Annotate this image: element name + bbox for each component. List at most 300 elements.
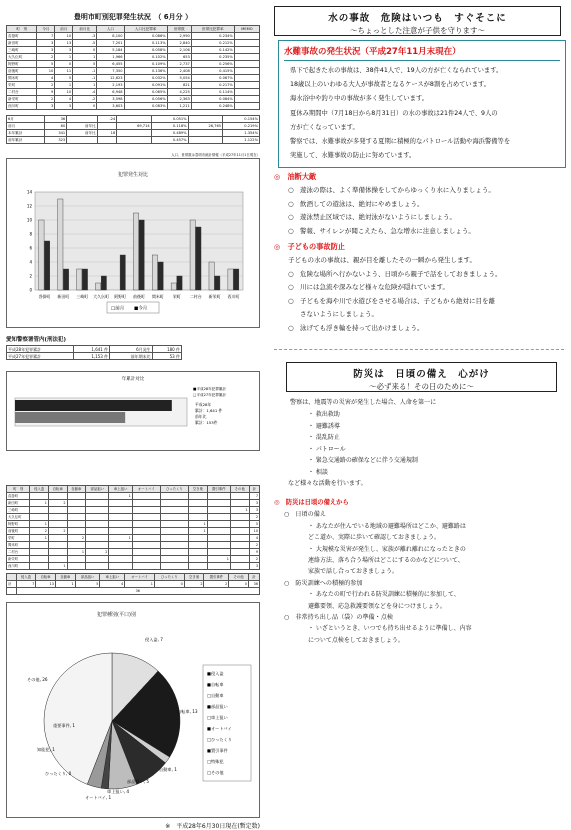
legend-entry: ■オートバイ <box>207 726 232 731</box>
table-cell: 0.083% <box>124 103 167 110</box>
table-cell <box>230 549 249 556</box>
legend-entry: □平成27年犯罪累計 <box>193 393 227 397</box>
table-cell <box>97 137 117 144</box>
bar-current <box>215 276 220 290</box>
section-preparation: ◎ 防災は日頃の備えから <box>274 499 349 507</box>
table-cell <box>117 130 151 137</box>
table-cell: 0.154% <box>223 116 260 123</box>
table-cell: 6月 <box>7 116 45 123</box>
circle-bullet: ○ <box>288 296 294 305</box>
table-cell: 前月 <box>7 123 45 130</box>
y-tick-label: 4 <box>29 259 32 265</box>
list-item: ・ 緊急交通路の確保などに伴う交通規制 <box>308 457 418 465</box>
table-row <box>7 521 260 528</box>
y-tick-label: 6 <box>29 245 32 251</box>
table-cell: 0.415% <box>191 68 234 75</box>
table-cell: 新田町 <box>7 500 30 507</box>
table-cell <box>132 549 160 556</box>
table-cell <box>189 500 208 507</box>
table-row <box>7 75 260 82</box>
table-row <box>7 61 260 68</box>
table-cell <box>207 514 230 521</box>
crime-table <box>6 25 260 110</box>
pie-callout: 重要事件, 1 <box>53 723 76 728</box>
table-cell: 0 <box>154 581 184 588</box>
table-cell: 2 <box>37 82 55 89</box>
y-tick-label: 8 <box>29 231 32 237</box>
table-cell: 53 件 <box>152 353 181 360</box>
column-header: 車上狙い <box>100 574 125 581</box>
table-cell: 1.354% <box>223 130 260 137</box>
table-cell: 13 <box>36 581 56 588</box>
table-row <box>7 574 260 581</box>
circle-bullet: ○ <box>288 186 294 195</box>
table-cell <box>189 507 208 514</box>
table-cell: 間米町 <box>7 75 37 82</box>
table-cell: -1 <box>73 68 97 75</box>
table-cell <box>30 542 49 549</box>
table-cell <box>30 563 49 570</box>
table-cell: 3 <box>249 563 259 570</box>
bar-prev <box>96 283 101 290</box>
column-header: 自転車 <box>36 574 56 581</box>
y-tick-label: 2 <box>29 273 32 279</box>
table-cell <box>160 556 188 563</box>
status-line: 夏休み期間中（7月18日から8月31日）の水の事故は21件24人で、9人の <box>290 109 498 117</box>
list-item: ○ 警報、サイレンが聞こえたら、急な増水に注意しましょう。 <box>264 225 567 239</box>
x-tick-label: 前後町 <box>133 294 145 299</box>
table-cell: -24 <box>97 116 117 123</box>
column-header: 今月 <box>37 26 55 33</box>
status-line: 方が亡くなっています。 <box>290 123 359 131</box>
legend-entry: ■今月 <box>134 306 148 312</box>
disaster-subtitle: ～必ず来る！その日のために～ <box>369 382 474 392</box>
table-cell <box>189 563 208 570</box>
table-cell <box>230 500 249 507</box>
table-cell: 1 <box>48 563 67 570</box>
table-cell: 3 <box>55 103 73 110</box>
table-cell: 0.091% <box>124 82 167 89</box>
pie-callout: ひったくり, 0 <box>45 771 72 776</box>
table-cell <box>67 556 86 563</box>
table-cell: 平成27年犯罪累計 <box>7 353 74 360</box>
table-cell <box>160 549 188 556</box>
table-cell: 0.051% <box>151 116 188 123</box>
table-cell: 11 <box>55 68 73 75</box>
water-banner <box>274 6 561 36</box>
table-cell <box>30 514 49 521</box>
table-cell: 10 <box>37 68 55 75</box>
table-cell: 阿野町 <box>7 61 37 68</box>
table-cell: 0 <box>73 47 97 54</box>
table-cell <box>132 556 160 563</box>
list-item: ○ 遊泳の際は、よく準備体操をしてからゆっくり水に入りましょう。 <box>264 184 567 198</box>
crime-type-pie-chart <box>7 603 259 817</box>
table-cell: 新栄町 <box>7 556 30 563</box>
table-cell: 4 <box>249 535 259 542</box>
table-cell: 0.113% <box>124 40 167 47</box>
table-cell <box>109 556 132 563</box>
prep-line: ・ あなたが住んでいる地域の避難場所はどこか、避難路は <box>308 522 466 530</box>
table-cell: 新栄町 <box>7 96 37 103</box>
legend-entry: □車上狙い <box>207 715 228 720</box>
table-cell <box>230 535 249 542</box>
table-cell: 1.122% <box>223 137 260 144</box>
table-cell <box>109 528 132 535</box>
column-header: 町 別 <box>7 26 37 33</box>
legend-entry: ■部品狙い <box>207 704 228 709</box>
table-row <box>7 556 260 563</box>
table-cell: 新田町 <box>7 40 37 47</box>
table-cell <box>189 556 208 563</box>
legend-entry: ■自転車 <box>207 682 224 687</box>
prep-line: 家族で話し合っておきましょう。 <box>308 568 399 576</box>
table-cell <box>189 514 208 521</box>
type-totals-table <box>6 573 260 595</box>
table-row <box>7 507 260 514</box>
table-row <box>7 47 260 54</box>
status-line: 実施して、水難事故の防止に努めています。 <box>290 152 416 160</box>
column-header: 計 <box>249 486 259 493</box>
table-cell <box>234 47 259 54</box>
y-tick-label: 14 <box>26 189 32 195</box>
table-cell <box>207 563 230 570</box>
table-cell: 西川町 <box>7 103 37 110</box>
x-tick-label: 二村台 <box>189 294 202 299</box>
disaster-intro: 警察は、地震等の災害が発生した場合、人命を第一に <box>290 399 437 407</box>
disaster-closing: など様々な活動を行います。 <box>288 480 367 488</box>
table-cell <box>30 549 49 556</box>
table-cell: 0.217% <box>191 82 234 89</box>
table-cell: 10 <box>55 33 73 40</box>
column-header: 侵入盗 <box>30 486 49 493</box>
pie-chart-title: 犯罪種別(平口)別 <box>97 612 136 618</box>
table-cell: 0 <box>55 61 73 68</box>
column-header: その他 <box>230 486 249 493</box>
table-cell: 1 <box>55 82 73 89</box>
bar-prev <box>39 220 44 290</box>
table-cell: 0.235% <box>191 54 234 61</box>
table-cell: 栄町 <box>7 82 37 89</box>
table-cell <box>230 528 249 535</box>
table-row <box>7 549 260 556</box>
table-cell <box>67 542 86 549</box>
legend-entry: □前月 <box>111 306 125 312</box>
table-cell <box>109 514 132 521</box>
table-cell <box>189 535 208 542</box>
table-cell <box>48 514 67 521</box>
table-cell: 4 <box>37 75 55 82</box>
list-item: ○ 川には急流や深みなど様々な危険が隠れています。 <box>264 281 567 295</box>
table-cell <box>230 542 249 549</box>
table-cell <box>230 563 249 570</box>
table-cell <box>48 549 67 556</box>
table-cell: 2 <box>184 581 204 588</box>
bar-current <box>82 269 87 290</box>
table-cell: 6,948 <box>97 89 124 96</box>
column-header: 自転車 <box>48 486 67 493</box>
table-cell: 沓掛町 <box>7 493 30 500</box>
table-cell: -1 <box>73 75 97 82</box>
table-cell: 2 <box>249 556 259 563</box>
table-cell: 0.142% <box>191 47 234 54</box>
table-cell <box>132 521 160 528</box>
grand-total: 36 <box>16 588 259 595</box>
crime-statistics-column <box>6 6 260 830</box>
table-cell <box>234 68 259 75</box>
type-table <box>6 485 260 570</box>
pie-chart-frame <box>6 602 260 818</box>
pie-callout: オートバイ, 1 <box>85 795 112 800</box>
table-cell: 4 <box>100 581 125 588</box>
column-header: 空き巣 <box>189 486 208 493</box>
table-cell <box>207 549 230 556</box>
table-cell: 大久伝町 <box>7 514 30 521</box>
table-cell: -2 <box>73 96 97 103</box>
table-cell: 本年累計 <box>7 130 45 137</box>
table-cell: 1,153 件 <box>73 353 109 360</box>
disaster-title: 防災は 日頃の備え 心がけ <box>353 369 490 381</box>
table-cell: 12,623 <box>97 75 124 82</box>
column-header: 人口 <box>97 26 124 33</box>
annual-side-label: 平成28年 <box>195 402 212 407</box>
table-cell: 2,840 <box>167 40 191 47</box>
x-tick-label: 間米町 <box>151 294 164 299</box>
bar-prev <box>58 199 63 290</box>
section-child-safety: ◎ 子どもの事故防止 <box>274 242 345 252</box>
bar-current <box>196 227 201 290</box>
table-cell: 1 <box>55 54 73 61</box>
table-row <box>7 137 260 144</box>
table-cell: 0.086% <box>124 33 167 40</box>
table-cell: 0.067% <box>191 75 234 82</box>
table-cell: 栄町 <box>7 535 30 542</box>
table-cell: 0.489% <box>151 130 188 137</box>
table-cell <box>86 563 109 570</box>
table-cell: 2,193 <box>97 82 124 89</box>
table-cell: 2 <box>37 54 55 61</box>
annual-chart-frame <box>6 371 260 451</box>
table-cell <box>160 535 188 542</box>
table-cell <box>234 33 259 40</box>
table-cell: -3 <box>73 33 97 40</box>
table-row <box>7 82 260 89</box>
table-cell: 821 <box>167 82 191 89</box>
table-cell: 1 <box>230 507 249 514</box>
table-cell: 前後町 <box>7 68 37 75</box>
table-cell: 0.457% <box>151 137 188 144</box>
table-cell: 653 <box>167 54 191 61</box>
bar-previous-year <box>15 412 125 423</box>
table-cell: 9 <box>37 89 55 96</box>
table-cell <box>48 535 67 542</box>
table-row <box>7 54 260 61</box>
column-header: その他 <box>229 574 249 581</box>
table-cell <box>234 75 259 82</box>
pie-footnote: ※ 平成28年6月30日現在(暫定数) <box>165 823 260 830</box>
table-cell: 1 <box>73 82 97 89</box>
table-cell: 1,641 件 <box>73 346 109 353</box>
table-cell <box>230 521 249 528</box>
table-cell <box>160 521 188 528</box>
table-row <box>7 581 260 588</box>
column-header: 世帯比犯罪率 <box>191 26 234 33</box>
table-cell <box>86 493 109 500</box>
y-tick-label: 10 <box>26 217 32 223</box>
table-cell: 1 <box>30 535 49 542</box>
table-cell: 323 <box>45 137 67 144</box>
table-cell: 0.056% <box>124 96 167 103</box>
column-header: 計 <box>248 574 259 581</box>
table-cell: 180 件 <box>152 346 181 353</box>
table-cell <box>207 528 230 535</box>
table-cell <box>207 493 230 500</box>
crime-table-title: 豊明市町別犯罪発生状況 （ 6月分 ） <box>73 13 193 21</box>
table-row <box>7 514 260 521</box>
status-line: 18歳以上のいわゆる大人が事故者となるケースが8割を占めています。 <box>290 81 491 89</box>
table-cell <box>160 500 188 507</box>
table-cell <box>67 500 86 507</box>
pie-callout: 車上狙い, 4 <box>107 789 130 794</box>
column-header: 侵入盗 <box>16 574 36 581</box>
table-cell: 2 <box>249 542 259 549</box>
table-cell: 2 <box>30 528 49 535</box>
table-cell: -5 <box>73 40 97 47</box>
annual-side-label: 累計：1,641 件 <box>195 408 223 413</box>
table-cell <box>86 500 109 507</box>
pie-callout: 部品狙い, 5 <box>127 779 150 784</box>
table-cell <box>234 40 259 47</box>
table-cell: 2 <box>67 535 86 542</box>
legend-entry: □特殊犯 <box>207 759 224 764</box>
table-cell: 三崎町 <box>7 507 30 514</box>
table-row <box>7 542 260 549</box>
table-cell <box>67 521 86 528</box>
list-item: ・ 相談 <box>308 468 328 476</box>
table-row <box>7 123 260 130</box>
table-cell: 二村台 <box>7 549 30 556</box>
table-cell: 0.212% <box>191 40 234 47</box>
table-cell: 0.219% <box>223 123 260 130</box>
y-tick-label: 12 <box>26 203 32 209</box>
table-cell: 1 <box>109 493 132 500</box>
table-cell <box>86 507 109 514</box>
table-cell <box>234 54 259 61</box>
table-cell: 0.084% <box>191 96 234 103</box>
legend-entry: ■侵入盗 <box>207 671 224 676</box>
table-cell: 二村台 <box>7 89 37 96</box>
table-cell <box>86 528 109 535</box>
table-cell: 5,054 <box>167 75 191 82</box>
table-cell: 18 <box>97 130 117 137</box>
table-cell: 0.102% <box>124 54 167 61</box>
table-cell <box>160 542 188 549</box>
table-cell <box>48 556 67 563</box>
legend-entry: □その他 <box>207 770 224 775</box>
x-tick-label: 大久伝町 <box>93 294 110 299</box>
table-cell <box>160 528 188 535</box>
table-cell: 0.032% <box>124 75 167 82</box>
table-cell: 三崎町 <box>7 47 37 54</box>
table-cell <box>188 137 222 144</box>
list-item: ○ 飲酒しての遊泳は、絶対にやめましょう。 <box>264 198 567 212</box>
table-cell: 2,363 <box>167 96 191 103</box>
table-cell: 1 <box>67 549 86 556</box>
table-cell: 計 <box>7 581 17 588</box>
prep-line: ・ いざというとき、いつでも持ち出せるように準備し、内容 <box>308 625 472 633</box>
prep-heading: ○ 防災訓練への積極的参加 <box>284 579 363 587</box>
table-cell: 3 <box>55 47 73 54</box>
table-cell: 5,184 <box>97 47 124 54</box>
table-cell <box>109 563 132 570</box>
bar-current <box>63 269 68 290</box>
table-cell <box>132 507 160 514</box>
section-caution: ◎ 油断大敵 <box>274 172 317 182</box>
table-cell <box>230 556 249 563</box>
x-tick-label: 沓掛町 <box>38 294 51 299</box>
table-cell <box>132 514 160 521</box>
table-cell: 2,990 <box>167 33 191 40</box>
table-cell <box>234 61 259 68</box>
table-cell: 36 <box>248 581 259 588</box>
table-cell <box>207 521 230 528</box>
table-cell: 5 <box>55 75 73 82</box>
x-tick-label: 三崎町 <box>76 294 89 299</box>
table-cell <box>67 514 86 521</box>
table-cell <box>67 137 97 144</box>
table-row <box>7 103 260 110</box>
table-cell <box>109 549 132 556</box>
column-header <box>7 574 17 581</box>
table-cell: 2 <box>249 514 259 521</box>
table-cell <box>86 556 109 563</box>
table-row <box>7 493 260 500</box>
table-cell <box>86 535 109 542</box>
table-cell: 36 <box>45 116 67 123</box>
table-cell: 1 <box>207 556 230 563</box>
column-header: オートバイ <box>132 486 160 493</box>
bar-current <box>120 255 125 290</box>
divider <box>274 349 564 350</box>
list-item-continued: さないようにしましょう。 <box>300 310 378 319</box>
comparison-chart-frame <box>6 158 260 328</box>
table-cell <box>67 493 86 500</box>
table-cell: 7 <box>37 33 55 40</box>
circle-bullet: ○ <box>288 199 294 208</box>
status-line: 県下で起きた水の事故は、38件41人で、19人の方が亡くなられています。 <box>290 67 503 74</box>
column-header: 町 別 <box>7 486 30 493</box>
table-cell: 1 <box>189 521 208 528</box>
table-cell <box>30 493 49 500</box>
table-cell <box>132 563 160 570</box>
list-item: ・ 避難誘導 <box>308 422 340 430</box>
table-cell: 1,211 <box>167 103 191 110</box>
circle-bullet: ○ <box>288 226 294 235</box>
table-cell: 5 <box>75 581 100 588</box>
x-tick-label: 栄町 <box>172 294 181 299</box>
table-cell: 0.118% <box>151 123 188 130</box>
pie-callout: 自動車, 1 <box>159 767 177 772</box>
table-cell <box>30 507 49 514</box>
table-cell <box>132 535 160 542</box>
status-line: 海水浴中や釣り中の事故が多く発生しています。 <box>290 95 429 103</box>
table-cell: 3 <box>249 500 259 507</box>
table-cell: 3 <box>37 103 55 110</box>
bar-current <box>234 269 239 290</box>
bar-prev <box>209 262 214 290</box>
table-cell <box>86 542 109 549</box>
table-cell <box>132 493 160 500</box>
